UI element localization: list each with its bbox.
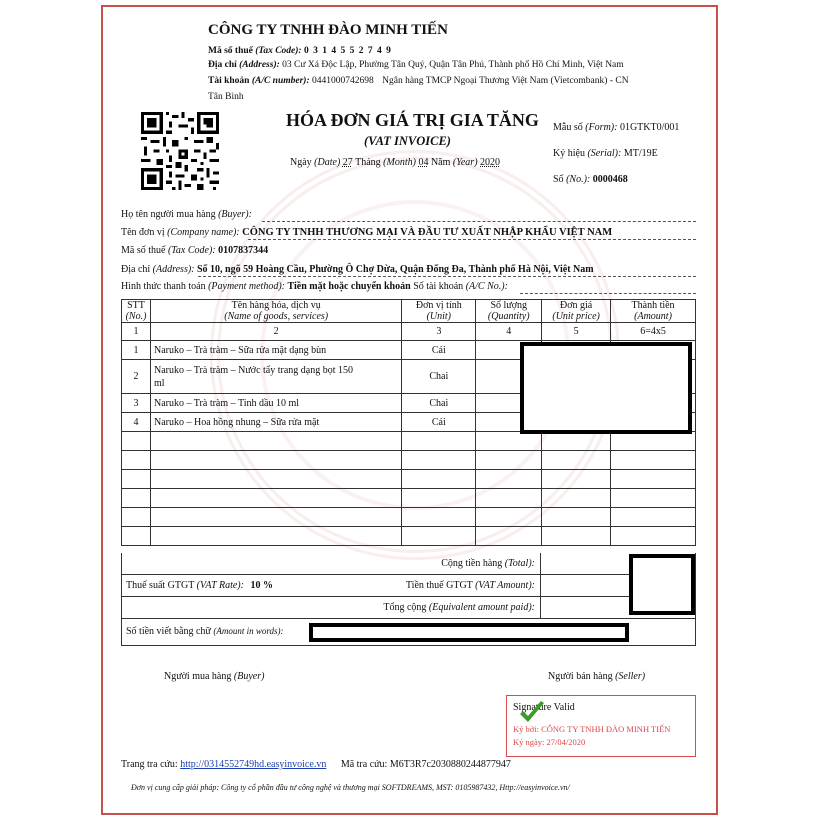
buyer-address-label-en: (Address): [152, 264, 195, 275]
buyer-address-line [121, 264, 594, 275]
buyer-account-label: Số tài khoản [413, 281, 464, 292]
buyer-company-line [121, 227, 612, 238]
vat-amount-label: Tiền thuế GTGT [405, 580, 473, 591]
buyer-payment-line [121, 281, 508, 292]
invoice-form-line [553, 122, 679, 133]
buyer-company-dots [248, 239, 696, 240]
vat-rate: 10 % [250, 580, 273, 591]
total-label-en: (Total): [504, 558, 535, 569]
total-label: Cộng tiền hàng [441, 558, 503, 569]
invoice-year: 2020 [480, 157, 501, 168]
amount-words-wrap [126, 626, 284, 637]
amount-words-label: Số tiền viết bằng chữ [126, 626, 211, 637]
col-header-unit-price: Đơn giá (Unit price) [542, 300, 611, 323]
buyer-name-label: Họ tên người mua hàng [121, 209, 216, 220]
row-unit: Cái [402, 413, 476, 432]
buyer-tax-line [121, 245, 268, 256]
seller-tax-label-en: (Tax Code): [255, 46, 302, 56]
buyer-account-label-en: (A/C No.): [465, 281, 508, 292]
row-unit: Cái [402, 341, 476, 360]
invoice-date-line [290, 157, 500, 168]
buyer-address: Số 10, ngõ 59 Hoàng Cầu, Phường Ô Chợ Dừa, Quận Đống Đa, Thành phố Hà Nội, Việt Nam [197, 264, 594, 275]
row-stt: 2 [122, 360, 151, 394]
invoice-month: 04 [418, 157, 429, 168]
year-label-en: (Year) [452, 157, 478, 168]
invoice-serial-line [553, 148, 658, 159]
signed-date: Ký ngày: 27/04/2020 [513, 737, 586, 747]
row-product-name: Naruko – Trà tràm – Tinh dầu 10 ml [150, 394, 401, 413]
row-stt: 1 [122, 341, 151, 360]
buyer-tax-code: 0107837344 [218, 245, 269, 256]
table-index-row [122, 323, 696, 341]
index-cell: 3 [402, 323, 476, 341]
number-label: Số [553, 174, 564, 185]
seller-account-label-en: (A/C number): [251, 76, 310, 86]
invoice-day: 27 [342, 157, 353, 168]
row-unit: Chai [402, 394, 476, 413]
col-header-amount: Thành tiền (Amount) [611, 300, 696, 323]
seller-address-label-en: (Address): [239, 60, 280, 70]
lookup-code-label: Mã tra cứu: [340, 759, 388, 770]
buyer-address-dots [198, 276, 696, 277]
grand-total-row [121, 597, 696, 619]
buyer-name-dots [262, 221, 696, 222]
table-empty-row [122, 489, 696, 508]
index-cell: 6=4x5 [611, 323, 696, 341]
lookup-link[interactable]: http://0314552749hd.easyinvoice.vn [180, 759, 327, 770]
buyer-name-label-en: (Buyer): [218, 209, 252, 220]
grand-total-label: Tổng cộng [383, 602, 427, 613]
form-label-en: (Form): [585, 122, 618, 133]
buyer-address-label: Địa chỉ [121, 264, 151, 275]
grand-total-wrap [383, 602, 535, 613]
table-empty-row [122, 451, 696, 470]
lookup-label: Trang tra cứu: [121, 759, 178, 770]
index-cell: 2 [150, 323, 401, 341]
seller-address: 03 Cư Xá Độc Lập, Phường Tân Quý, Quận Tân Phú, Thành phố Hồ Chí Minh, Việt Nam [282, 60, 624, 70]
table-empty-row [122, 508, 696, 527]
number-label-en: (No.): [566, 174, 591, 185]
invoice-serial: MT/19E [623, 148, 658, 159]
redaction-block-words [309, 623, 629, 642]
total-row [121, 553, 696, 575]
signed-by: Ký bởi: CÔNG TY TNHH ĐÀO MINH TIẾN [513, 724, 671, 734]
index-cell: 1 [122, 323, 151, 341]
buyer-company-name: CÔNG TY TNHH THƯƠNG MẠI VÀ ĐẦU TƯ XUẤT NHẬP KHẨU VIỆT NAM [242, 227, 613, 238]
buyer-signature-label [164, 671, 264, 682]
vat-row [121, 575, 696, 597]
table-header-row [122, 300, 696, 323]
seller-bank: Ngân hàng TMCP Ngoại Thương Việt Nam (Vietcombank) - CN [382, 76, 629, 86]
table-empty-row [122, 470, 696, 489]
vat-rate-label-en: (VAT Rate): [196, 580, 244, 591]
invoice-title: HÓA ĐƠN GIÁ TRỊ GIA TĂNG [286, 110, 539, 130]
payment-label: Hình thức thanh toán [121, 281, 206, 292]
seller-address-line [208, 60, 624, 70]
index-cell: 5 [542, 323, 611, 341]
lookup-line [121, 759, 511, 770]
col-header-stt: STT (No.) [122, 300, 151, 323]
redaction-block-amounts [520, 342, 692, 434]
grand-total-label-en: (Equivalent amount paid): [428, 602, 535, 613]
amount-words-label-en: (Amount in words): [213, 626, 284, 636]
invoice-subtitle: (VAT INVOICE) [364, 134, 451, 148]
serial-label-en: (Serial): [587, 148, 622, 159]
date-label-en: (Date) [314, 157, 341, 168]
payment-method: Tiền mặt hoặc chuyển khoản [287, 281, 411, 292]
digital-signature-box [506, 695, 696, 757]
buyer-name-line [121, 209, 252, 220]
provider-line: Đơn vị cung cấp giải pháp: Công ty cổ phần đầu tư công nghệ và thương mại SOFTDREAMS, MST: 0105987432, Http://easyinvoice.vn/ [131, 783, 570, 792]
invoice-number: 0000468 [592, 174, 628, 185]
seller-sig-text: Người bán hàng [548, 671, 613, 682]
row-stt: 3 [122, 394, 151, 413]
buyer-tax-label: Mã số thuế [121, 245, 166, 256]
seller-bank-branch: Tân Bình [208, 92, 244, 102]
seller-account-line [208, 76, 629, 86]
seller-address-label: Địa chỉ [208, 60, 237, 70]
col-header-unit: Đơn vị tính (Unit) [402, 300, 476, 323]
row-product-name: Naruko – Trà tràm – Nước tẩy trang dạng bọt 150 ml [150, 360, 401, 394]
seller-account-label: Tài khoản [208, 76, 250, 86]
serial-label: Ký hiệu [553, 148, 585, 159]
vat-rate-wrap [126, 580, 273, 591]
row-unit: Chai [402, 360, 476, 394]
buyer-tax-label-en: (Tax Code): [167, 245, 216, 256]
signature-valid-text: Signature Valid [513, 702, 575, 713]
vat-rate-label: Thuế suất GTGT [126, 580, 195, 591]
seller-tax-label: Mã số thuế [208, 46, 253, 56]
buyer-company-label-en: (Company name): [167, 227, 240, 238]
payment-label-en: (Payment method): [208, 281, 285, 292]
redaction-block-totals [629, 554, 695, 615]
month-label-en: (Month) [383, 157, 416, 168]
buyer-sig-text-en: (Buyer) [233, 671, 265, 682]
form-label: Mẫu số [553, 122, 583, 133]
row-product-name: Naruko – Hoa hồng nhung – Sữa rửa mặt [150, 413, 401, 432]
buyer-company-label: Tên đơn vị [121, 227, 165, 238]
year-label: Năm [430, 157, 451, 168]
table-empty-row [122, 432, 696, 451]
date-label: Ngày [290, 157, 312, 168]
qr-code [141, 112, 219, 190]
seller-account: 0441000742698 [312, 76, 374, 86]
buyer-sig-text: Người mua hàng [164, 671, 232, 682]
col-header-quantity: Số lượng (Quantity) [476, 300, 542, 323]
vat-amount-wrap [406, 580, 535, 591]
vat-amount-label-en: (VAT Amount): [475, 580, 535, 591]
seller-signature-label [548, 671, 645, 682]
table-empty-row [122, 527, 696, 546]
row-product-name: Naruko – Trà tràm – Sữa rửa mặt dạng bùn [150, 341, 401, 360]
seller-tax-code: 0 3 1 4 5 5 2 7 4 9 [303, 46, 392, 56]
invoice-form: 01GTKT0/001 [619, 122, 680, 133]
seller-company-name: CÔNG TY TNHH ĐÀO MINH TIẾN [208, 22, 448, 38]
invoice-number-line [553, 174, 628, 185]
month-label: Tháng [355, 157, 381, 168]
row-stt: 4 [122, 413, 151, 432]
index-cell: 4 [476, 323, 542, 341]
buyer-account-dots [520, 293, 696, 294]
seller-sig-text-en: (Seller) [615, 671, 646, 682]
col-header-name: Tên hàng hóa, dịch vụ (Name of goods, services) [150, 300, 401, 323]
total-label-wrap [441, 558, 535, 569]
seller-tax-line [208, 46, 392, 56]
lookup-code: M6T3R7c2030880244877947 [389, 759, 511, 770]
